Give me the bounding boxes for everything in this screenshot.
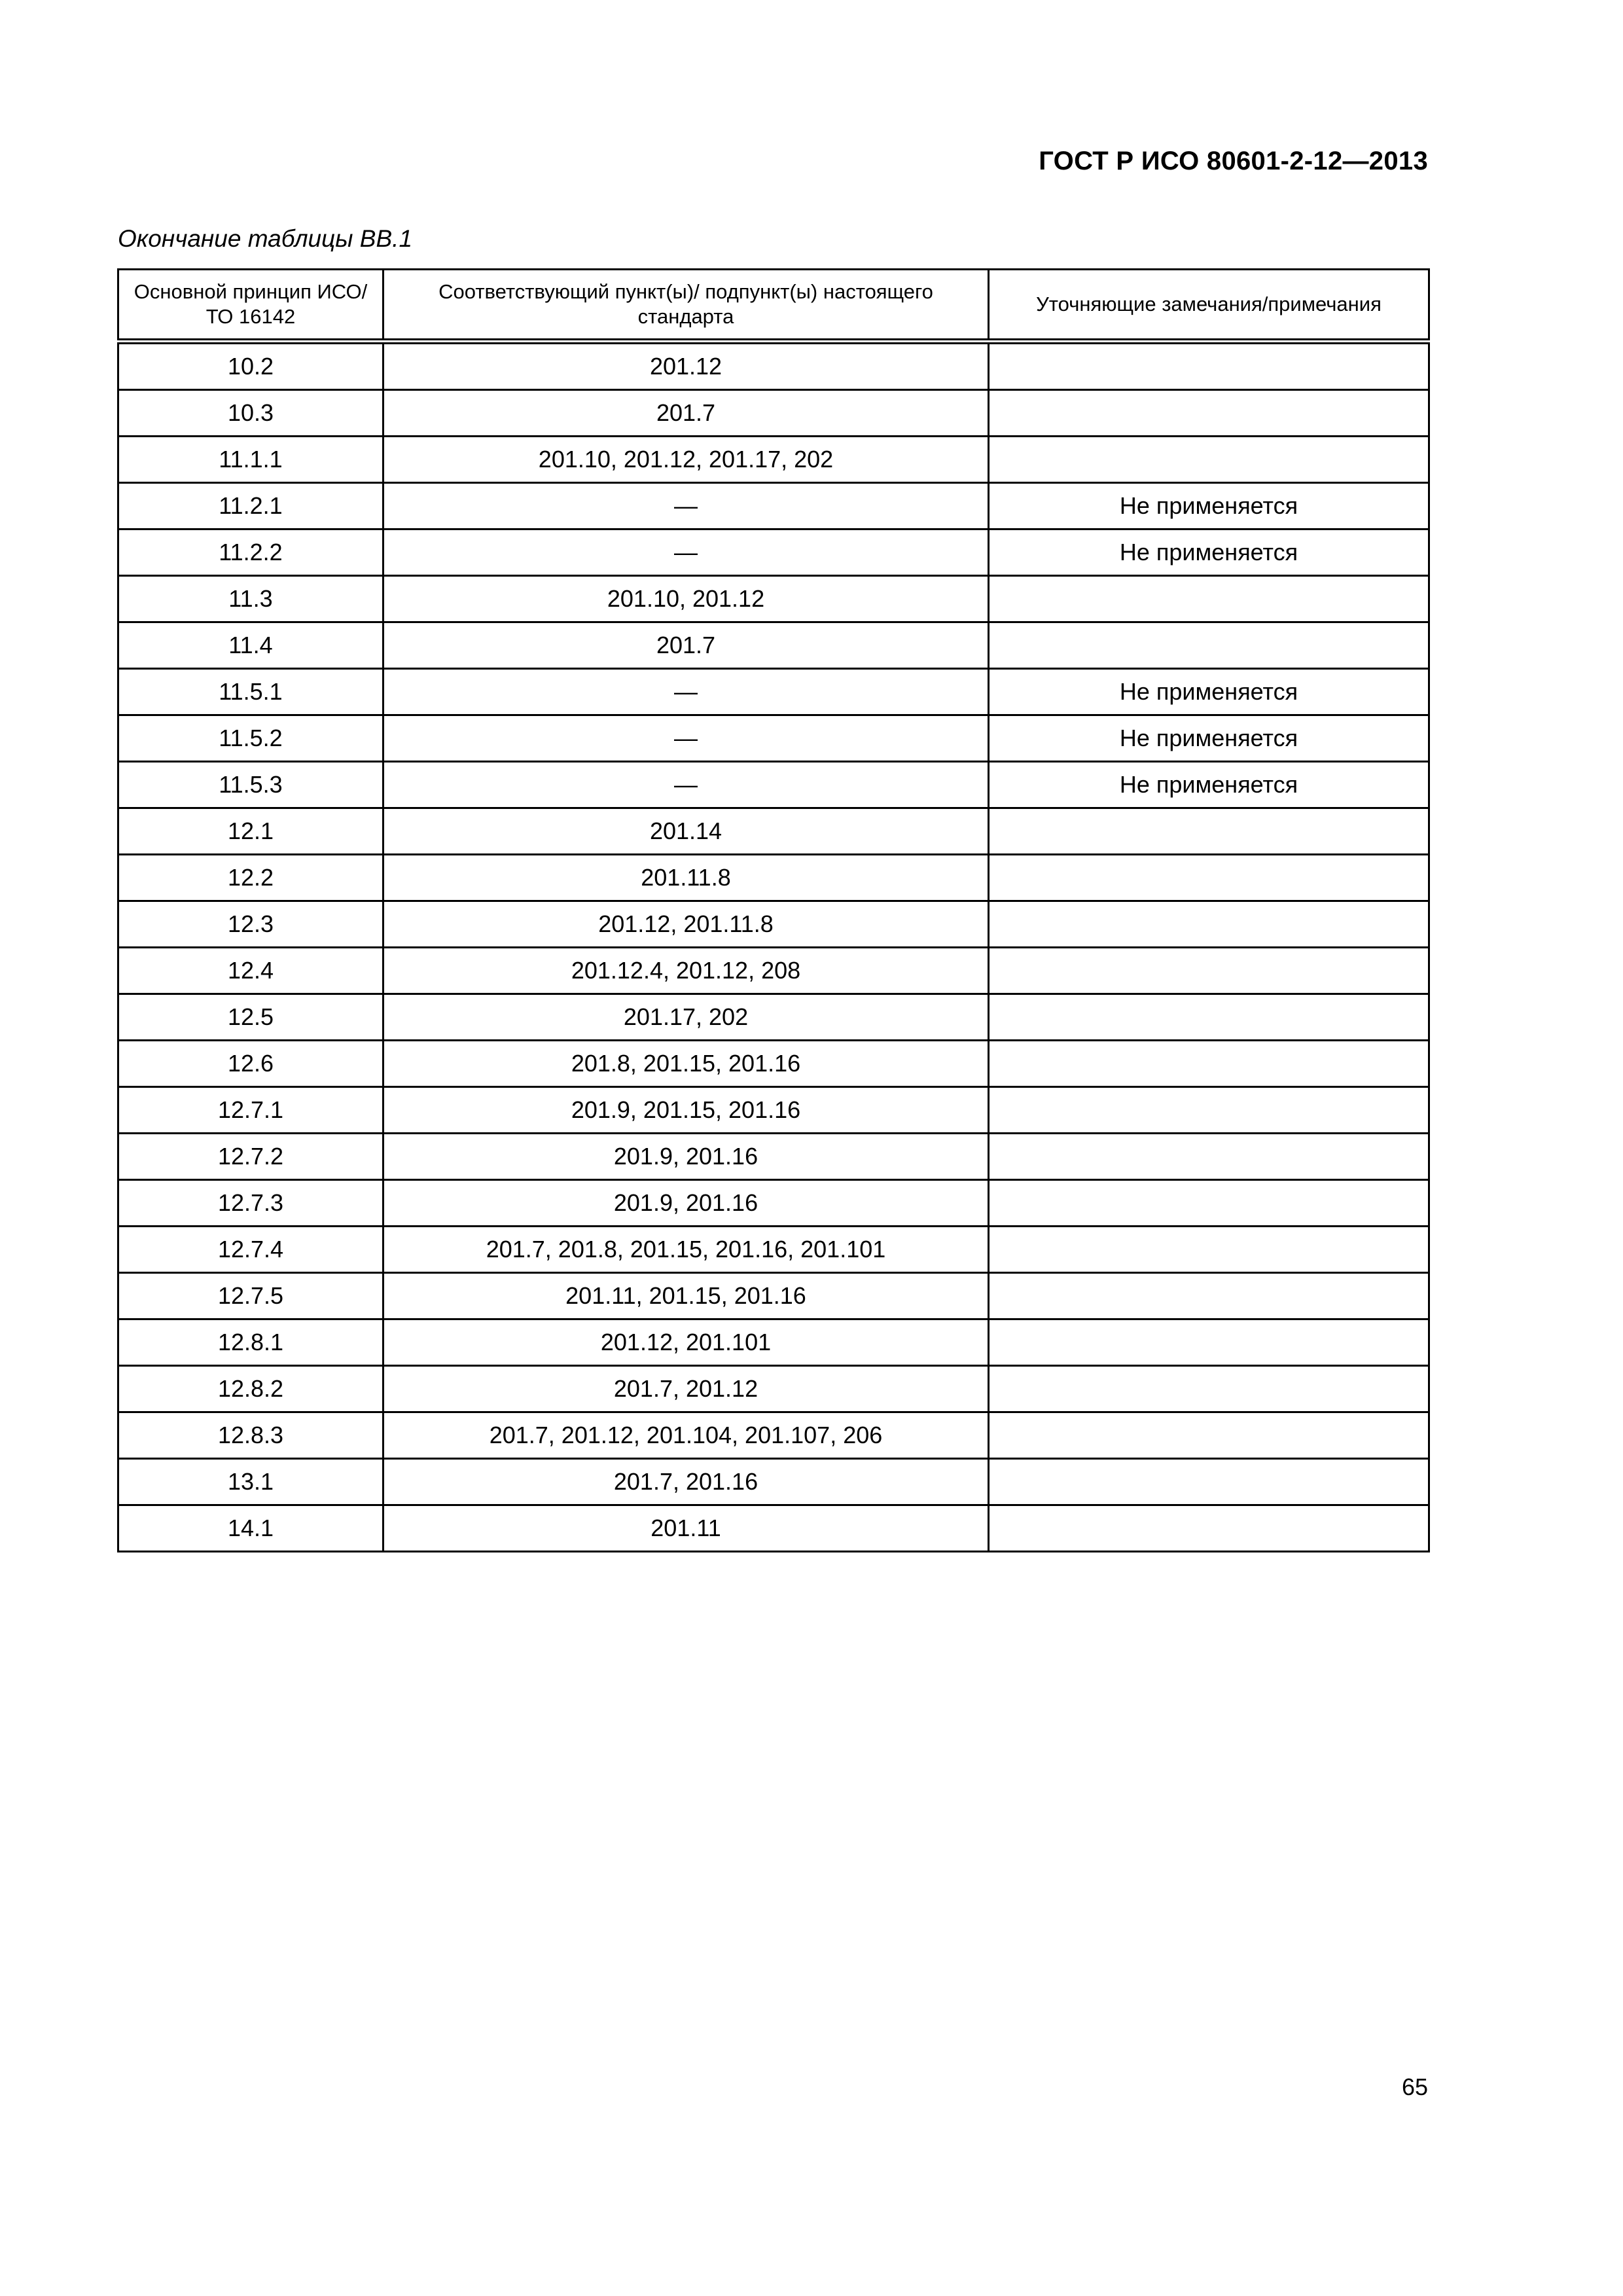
cell-remarks [989,1087,1429,1134]
cell-principle: 10.3 [118,390,383,437]
cell-principle: 12.4 [118,948,383,994]
table-row [118,1412,1429,1459]
column-header-clauses: Соответствующий пункт(ы)/ подпункт(ы) настоящего стандарта [383,270,989,342]
cell-remarks: Не применяется [989,762,1429,808]
cell-principle: 12.2 [118,855,383,901]
table-header-row [118,270,1429,342]
cell-clauses: 201.10, 201.12, 201.17, 202 [383,437,989,483]
cell-clauses: 201.7, 201.12 [383,1366,989,1412]
cell-remarks [989,901,1429,948]
table-row [118,1505,1429,1552]
cell-remarks [989,1366,1429,1412]
table-caption: Окончание таблицы ВВ.1 [118,225,413,252]
cell-clauses: 201.11 [383,1505,989,1552]
table-row [118,483,1429,529]
cell-clauses: 201.10, 201.12 [383,576,989,622]
cell-principle: 12.8.3 [118,1412,383,1459]
cell-clauses: 201.7, 201.16 [383,1459,989,1505]
correspondence-table-container [117,268,1428,1552]
cell-principle: 12.7.5 [118,1273,383,1319]
cell-remarks [989,1505,1429,1552]
table-row [118,1041,1429,1087]
cell-remarks [989,1227,1429,1273]
cell-remarks [989,808,1429,855]
cell-remarks [989,1041,1429,1087]
table-row [118,855,1429,901]
cell-remarks [989,1412,1429,1459]
cell-clauses: — [383,715,989,762]
cell-principle: 12.6 [118,1041,383,1087]
cell-principle: 12.3 [118,901,383,948]
cell-principle: 11.1.1 [118,437,383,483]
column-header-principle: Основной принцип ИСО/ТО 16142 [118,270,383,342]
cell-principle: 11.2.1 [118,483,383,529]
cell-clauses: 201.7 [383,390,989,437]
cell-principle: 12.5 [118,994,383,1041]
cell-principle: 11.5.3 [118,762,383,808]
cell-clauses: 201.12, 201.11.8 [383,901,989,948]
cell-principle: 12.8.2 [118,1366,383,1412]
table-row [118,715,1429,762]
table-row [118,669,1429,715]
table-row [118,342,1429,390]
document-header: ГОСТ Р ИСО 80601-2-12—2013 [1039,147,1428,175]
cell-clauses: 201.11.8 [383,855,989,901]
cell-remarks [989,1273,1429,1319]
cell-remarks: Не применяется [989,483,1429,529]
column-header-remarks: Уточняющие замечания/примечания [989,270,1429,342]
cell-clauses: — [383,529,989,576]
cell-principle: 10.2 [118,342,383,390]
cell-clauses: 201.12 [383,342,989,390]
cell-clauses: 201.11, 201.15, 201.16 [383,1273,989,1319]
table-row [118,1366,1429,1412]
cell-clauses: 201.9, 201.16 [383,1134,989,1180]
cell-remarks [989,576,1429,622]
cell-principle: 13.1 [118,1459,383,1505]
table-row [118,576,1429,622]
cell-principle: 12.7.1 [118,1087,383,1134]
cell-remarks [989,342,1429,390]
cell-principle: 12.7.2 [118,1134,383,1180]
cell-remarks [989,622,1429,669]
table-row [118,1180,1429,1227]
cell-principle: 11.5.1 [118,669,383,715]
cell-remarks [989,437,1429,483]
table-row [118,1319,1429,1366]
cell-clauses: 201.7, 201.12, 201.104, 201.107, 206 [383,1412,989,1459]
table-row [118,437,1429,483]
cell-remarks [989,1180,1429,1227]
cell-clauses: 201.12.4, 201.12, 208 [383,948,989,994]
cell-remarks [989,1319,1429,1366]
cell-remarks [989,948,1429,994]
cell-principle: 12.8.1 [118,1319,383,1366]
table-row [118,1227,1429,1273]
table-row [118,390,1429,437]
table-row [118,808,1429,855]
cell-principle: 11.2.2 [118,529,383,576]
table-row [118,1134,1429,1180]
table-row [118,1459,1429,1505]
table-row [118,1087,1429,1134]
cell-remarks: Не применяется [989,669,1429,715]
cell-clauses: 201.7 [383,622,989,669]
table-body [118,342,1429,1552]
cell-clauses: 201.9, 201.15, 201.16 [383,1087,989,1134]
table-header [118,270,1429,342]
cell-principle: 12.1 [118,808,383,855]
cell-remarks [989,1134,1429,1180]
cell-clauses: — [383,669,989,715]
cell-clauses: 201.8, 201.15, 201.16 [383,1041,989,1087]
cell-remarks [989,855,1429,901]
cell-remarks: Не применяется [989,529,1429,576]
cell-clauses: 201.7, 201.8, 201.15, 201.16, 201.101 [383,1227,989,1273]
cell-principle: 11.3 [118,576,383,622]
cell-remarks [989,1459,1429,1505]
cell-clauses: 201.12, 201.101 [383,1319,989,1366]
table-row [118,901,1429,948]
table-row [118,948,1429,994]
cell-clauses: — [383,762,989,808]
table-row [118,762,1429,808]
cell-principle: 14.1 [118,1505,383,1552]
table-row [118,622,1429,669]
cell-principle: 11.5.2 [118,715,383,762]
page-number: 65 [1401,2073,1428,2100]
table-row [118,529,1429,576]
cell-clauses: 201.9, 201.16 [383,1180,989,1227]
table-row [118,994,1429,1041]
cell-remarks [989,994,1429,1041]
correspondence-table [117,268,1430,1552]
cell-principle: 11.4 [118,622,383,669]
cell-remarks: Не применяется [989,715,1429,762]
cell-clauses: 201.17, 202 [383,994,989,1041]
cell-principle: 12.7.4 [118,1227,383,1273]
cell-principle: 12.7.3 [118,1180,383,1227]
cell-remarks [989,390,1429,437]
cell-clauses: — [383,483,989,529]
table-row [118,1273,1429,1319]
cell-clauses: 201.14 [383,808,989,855]
